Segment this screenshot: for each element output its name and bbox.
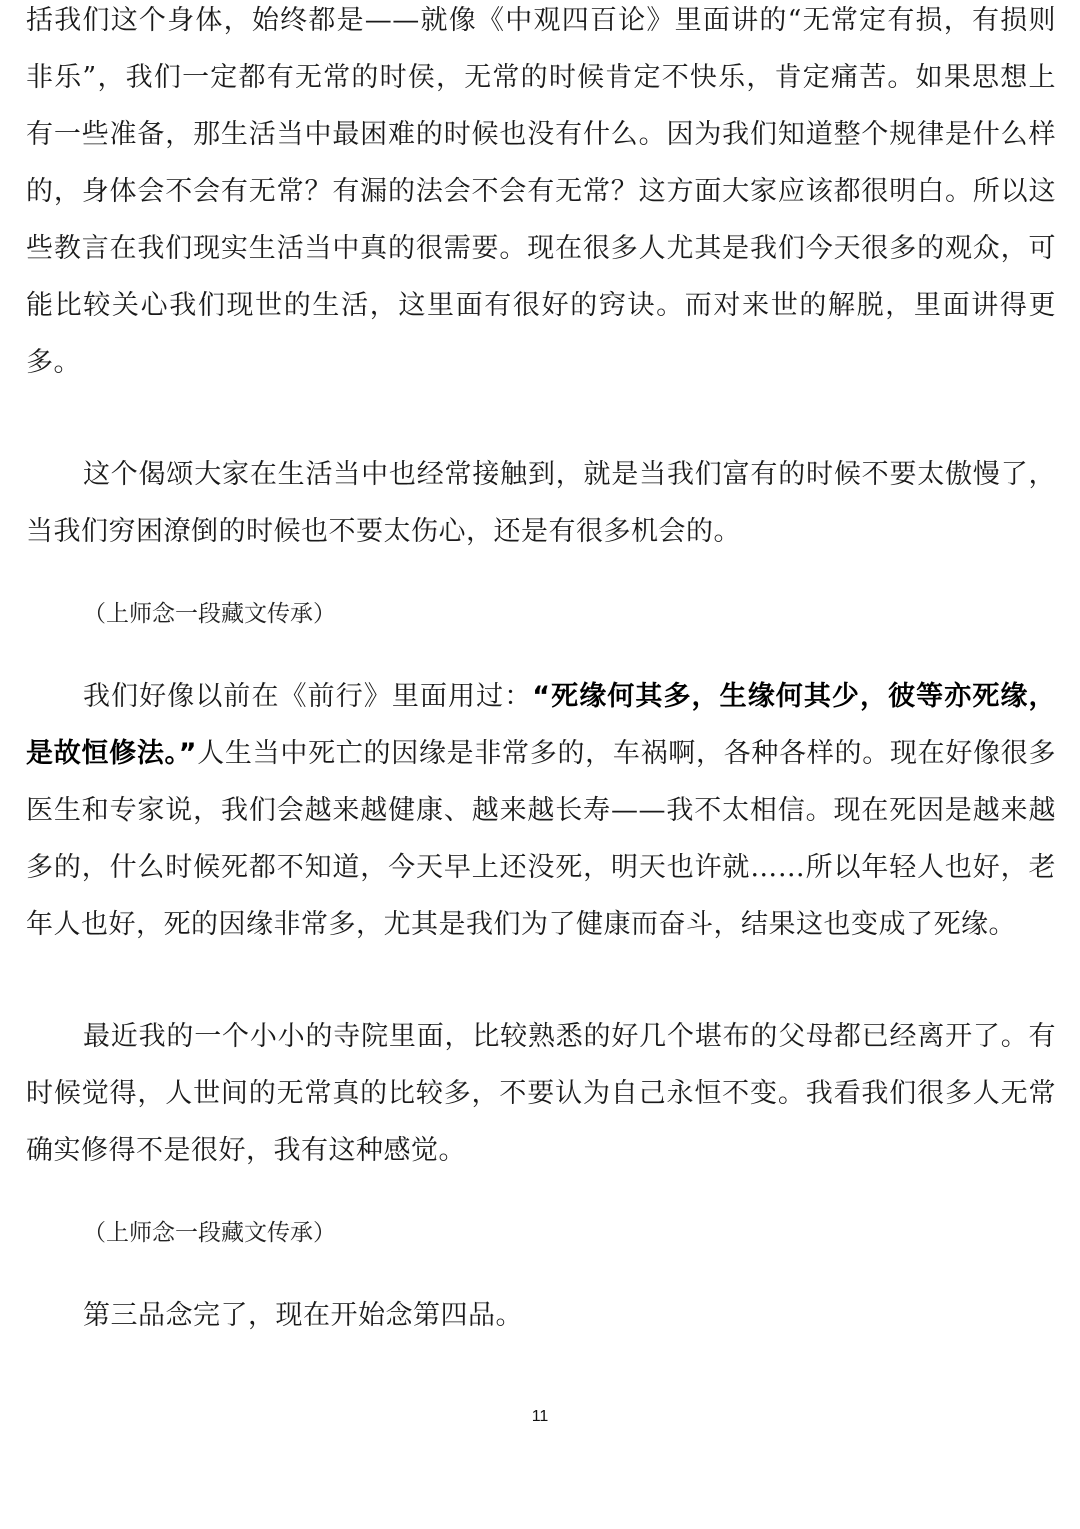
note-tibetan-transmission: （上师念一段藏文传承） (83, 601, 336, 627)
paragraph-body-text: 人生当中死亡的因缘是非常多的，车祸啊，各种各样的。现在好像很多医生和专家说，我们会越来越健康、越来越长寿——我不太相信。现在死因是越来越多的，什么时候死都不知道，今天早上还没死，明天也许就……所以年轻人也好，老年人也好，死的因缘非常多，尤其是我们为了健康而奋斗，结果这也变成了死缘。 (26, 738, 1057, 940)
paragraph-gap (26, 1253, 1056, 1287)
paragraph-intro-text: 我们好像以前在《前行》里面用过： (83, 681, 533, 712)
document-page (26, 0, 1056, 1344)
paragraph-death-causes (26, 668, 1056, 953)
paragraph-monastery: 最近我的一个小小的寺院里面，比较熟悉的好几个堪布的父母都已经离开了。有时候觉得，人世间的无常真的比较多，不要认为自己永恒不变。我看我们很多人无常确实修得不是很好，我有这种感觉。 (26, 1021, 1056, 1166)
paragraph-gap (26, 953, 1056, 1008)
verse-quote: “死缘何其多，生缘何其少，彼等亦死缘，是故恒修法。” (26, 681, 1056, 769)
paragraph-impermanence: 括我们这个身体，始终都是——就像《中观四百论》里面讲的“无常定有损，有损则非乐”，我们一定都有无常的时侯，无常的时候肯定不快乐，肯定痛苦。如果思想上有一些准备，那生活当中最困难的时候也没有什么。因为我们知道整个规律是什么样的，身体会不会有无常？有漏的法会不会有无常？这方面大家应该都很明白。所以这些教言在我们现实生活当中真的很需要。现在很多人尤其是我们今天很多的观众，可能比较关心我们现世的生活，这里面有很好的窍诀。而对来世的解脱，里面讲得更多。 (26, 5, 1056, 378)
paragraph-gap (26, 560, 1056, 594)
paragraph-gap (26, 1179, 1056, 1213)
paragraph-gap (26, 634, 1056, 668)
note-tibetan-transmission: （上师念一段藏文传承） (83, 1220, 336, 1246)
paragraph-verse-wealth: 这个偈颂大家在生活当中也经常接触到，就是当我们富有的时候不要太傲慢了，当我们穷困潦倒的时候也不要太伤心，还是有很多机会的。 (26, 459, 1056, 547)
paragraph-chapter-transition: 第三品念完了，现在开始念第四品。 (83, 1300, 523, 1331)
paragraph-gap (26, 391, 1056, 446)
page-number: 11 (531, 1408, 549, 1425)
